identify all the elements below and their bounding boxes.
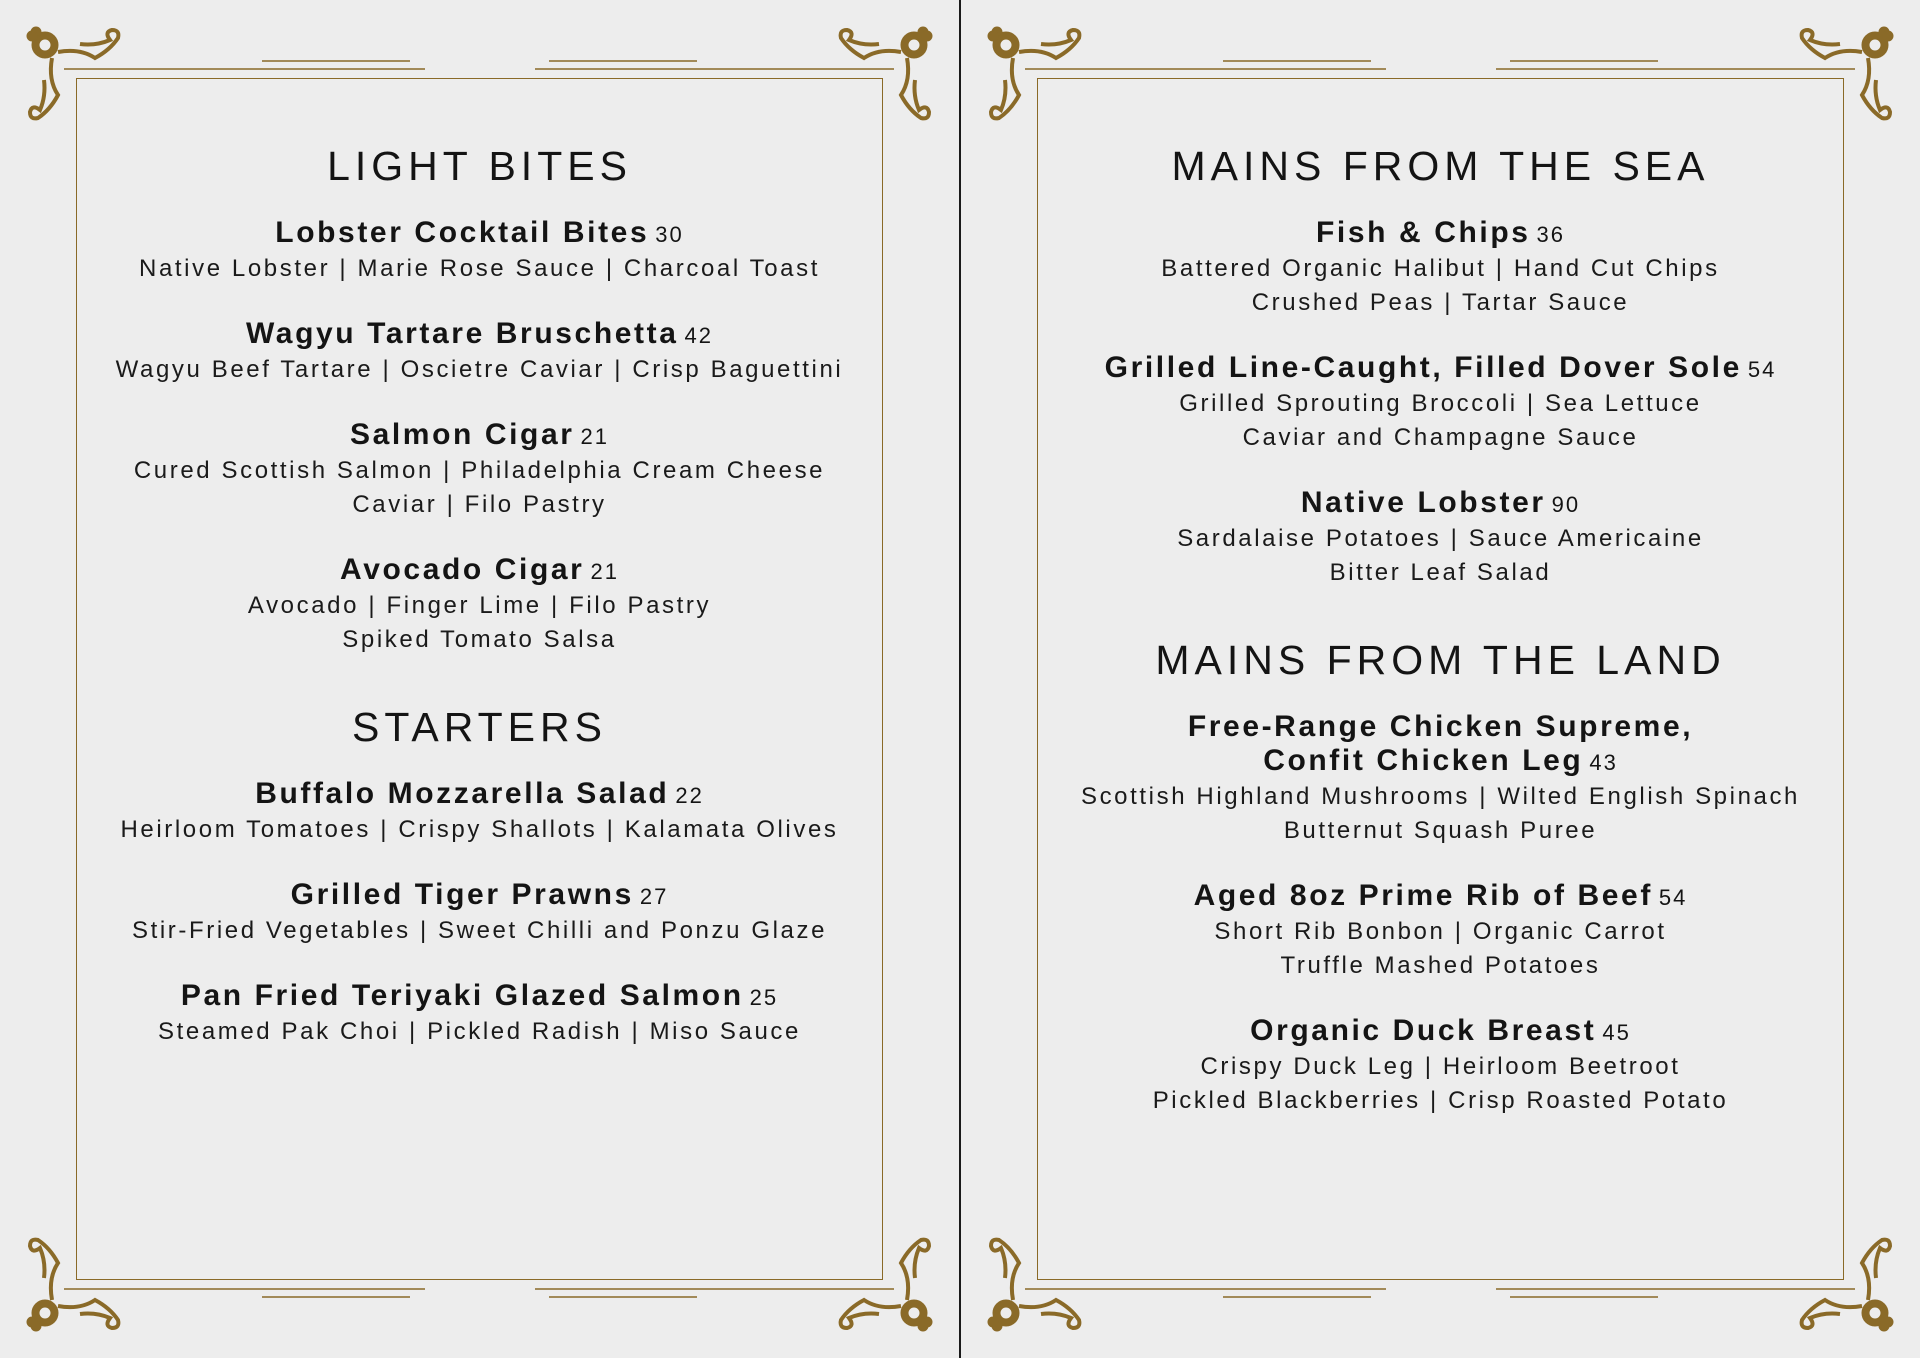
section-title: LIGHT BITES [327, 143, 632, 189]
menu-item [76, 979, 883, 1049]
menu-page-right [961, 0, 1920, 1358]
item-price: 42 [684, 323, 713, 348]
item-description: Native Lobster | Marie Rose Sauce | Charcoal Toast [139, 255, 820, 282]
item-price: 36 [1536, 222, 1566, 247]
item-description: Wagyu Beef Tartare | Oscietre Caviar | Crisp Baguettini [115, 356, 844, 383]
item-price: 90 [1551, 492, 1581, 517]
menu-item [1037, 710, 1844, 848]
item-price: 21 [590, 559, 619, 584]
item-name: Organic Duck Breast [1250, 1014, 1597, 1047]
menu-item [1037, 216, 1844, 320]
item-description: Grilled Sprouting Broccoli | Sea Lettuce [1179, 390, 1702, 417]
menu-page-left [0, 0, 959, 1358]
item-name: Fish & Chips [1315, 216, 1531, 249]
menu-item [76, 553, 883, 657]
item-name: Free-Range Chicken Supreme, [1187, 710, 1694, 743]
item-name: Grilled Tiger Prawns [290, 878, 634, 911]
menu-item [76, 777, 883, 847]
menu-item [76, 878, 883, 948]
item-description: Steamed Pak Choi | Pickled Radish | Miso Sauce [158, 1018, 801, 1045]
item-description: Heirloom Tomatoes | Crispy Shallots | Kalamata Olives [120, 816, 839, 843]
item-description: Stir-Fried Vegetables | Sweet Chilli and Ponzu Glaze [131, 917, 828, 944]
item-description: Short Rib Bonbon | Organic Carrot [1214, 918, 1667, 945]
section-title: MAINS FROM THE SEA [1171, 143, 1710, 189]
item-name: Aged 8oz Prime Rib of Beef [1193, 879, 1653, 912]
item-name: Buffalo Mozzarella Salad [255, 777, 670, 810]
item-price: 30 [655, 222, 684, 247]
item-name: Native Lobster [1300, 486, 1546, 519]
item-price: 45 [1602, 1020, 1631, 1045]
section-starters [76, 701, 883, 1049]
item-price: 21 [580, 424, 610, 449]
right-menu-content [1037, 140, 1844, 1149]
item-description: Scottish Highland Mushrooms | Wilted English Spinach [1080, 783, 1801, 810]
item-description: Butternut Squash Puree [1283, 817, 1598, 844]
left-menu-content [76, 140, 883, 1080]
menu-item [1037, 486, 1844, 590]
item-price: 54 [1658, 885, 1688, 910]
item-description: Crushed Peas | Tartar Sauce [1251, 289, 1630, 316]
item-price: 25 [749, 985, 779, 1010]
item-price: 27 [639, 884, 669, 909]
menu-item [76, 418, 883, 522]
menu-item [1037, 879, 1844, 983]
item-name: Lobster Cocktail Bites [275, 216, 650, 249]
menu-item [1037, 351, 1844, 455]
item-description: Truffle Mashed Potatoes [1280, 952, 1601, 979]
item-description: Crispy Duck Leg | Heirloom Beetroot [1200, 1053, 1681, 1080]
item-price: 43 [1589, 750, 1618, 775]
item-name-line2: Confit Chicken Leg [1263, 744, 1584, 777]
section-mains-sea [1037, 140, 1844, 590]
item-name: Salmon Cigar [349, 418, 575, 451]
item-description: Sardalaise Potatoes | Sauce Americaine [1177, 525, 1704, 552]
item-name: Grilled Line-Caught, Filled Dover Sole [1104, 351, 1742, 384]
section-light-bites [76, 140, 883, 657]
item-name: Pan Fried Teriyaki Glazed Salmon [180, 979, 744, 1012]
item-price: 54 [1747, 357, 1777, 382]
item-description: Battered Organic Halibut | Hand Cut Chips [1161, 255, 1720, 282]
item-name: Avocado Cigar [340, 553, 585, 586]
item-description: Pickled Blackberries | Crisp Roasted Potato [1152, 1087, 1729, 1114]
item-description: Spiked Tomato Salsa [342, 626, 617, 653]
item-description: Cured Scottish Salmon | Philadelphia Cream Cheese [133, 457, 826, 484]
item-description: Caviar | Filo Pastry [352, 491, 607, 518]
section-title: STARTERS [352, 704, 607, 750]
section-mains-land [1037, 634, 1844, 1118]
section-title: MAINS FROM THE LAND [1155, 637, 1726, 683]
item-description: Caviar and Champagne Sauce [1242, 424, 1639, 451]
item-description: Avocado | Finger Lime | Filo Pastry [247, 592, 712, 619]
item-description: Bitter Leaf Salad [1329, 559, 1552, 586]
item-price: 22 [675, 783, 704, 808]
item-name: Wagyu Tartare Bruschetta [246, 317, 679, 350]
menu-item [76, 317, 883, 387]
menu-item [76, 216, 883, 286]
menu-item [1037, 1014, 1844, 1118]
